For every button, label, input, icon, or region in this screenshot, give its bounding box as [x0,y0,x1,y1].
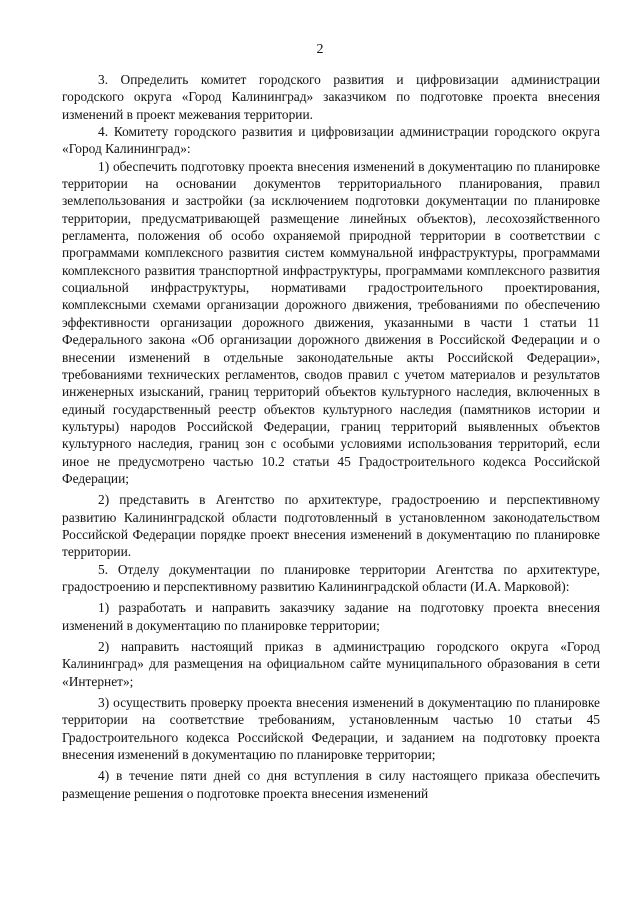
subparagraph-4-2: 2) представить в Агентство по архитектуре, градостроению и перспективному развитию Калининградской области подготовленный в установленном законодательством Российской Федерации порядке проект внесения изменений в документацию по планировке территории. [62,492,600,560]
paragraph-item-5: 5. Отделу документации по планировке территории Агентства по архитектуре, градостроению и перспективному развитию Калининградской области (И.А. Марковой): [62,561,600,594]
subparagraph-4-1: 1) обеспечить подготовку проекта внесения изменений в документацию по планировке территории на основании документов территориального планирования, правил землепользования и застройки (за исключением подготовки документации по планировке территории, предусматривающей размещение линейных объектов), лесохозяйственного регламента, положения об особо охраняемой природной территории в соответствии с программами комплексного развития систем коммунальной инфраструктуры, программами комплексного развития транспортной инфраструктуры, программами комплексного развития социальной инфраструктуры, нормативами градостроительного проектирования, комплексными схемами организации дорожного движения, требованиями по обеспечению эффективности организации дорожного движения, указанными в части 1 статьи 11 Федерального закона «Об организации дорожного движения в Российской Федерации и о внесении изменений в отдельные законодательные акты Российской Федерации», требованиями технических регламентов, сводов правил с учетом материалов и результатов инженерных изысканий, границ территорий объектов культурного наследия, включенных в единый государственный реестр объектов культурного наследия (памятников истории и культуры) народов Российской Федерации, границ территорий выявленных объектов культурного наследия, границ зон с особыми условиями использования территорий, если иное не предусмотрено частью 10.2 статьи 45 Градостроительного кодекса Российской Федерации; [62,158,600,486]
subparagraph-5-3: 3) осуществить проверку проекта внесения изменений в документацию по планировке территории на соответствие требованиям, установленным частью 10 статьи 45 Градостроительного кодекса Российской Федерации, и заданием на подготовку проекта внесения изменений в документацию по планировке территории; [62,695,600,763]
page-number: 2 [316,42,324,57]
document-body [62,71,600,802]
paragraph-item-3: 3. Определить комитет городского развития и цифровизации администрации городского округа «Город Калининград» заказчиком по подготовке проекта внесения изменений в проект межевания территории. [62,72,600,122]
paragraph-item-4: 4. Комитету городского развития и цифровизации администрации городского округа «Город Калининград»: [62,124,600,157]
subparagraph-5-2: 2) направить настоящий приказ в администрацию городского округа «Город Калининград» для размещения на официальном сайте муниципального образования в сети «Интернет»; [62,639,600,689]
subparagraph-5-4: 4) в течение пяти дней со дня вступления в силу настоящего приказа обеспечить размещение решения о подготовке проекта внесения изменений [62,768,600,801]
subparagraph-5-1: 1) разработать и направить заказчику задание на подготовку проекта внесения изменений в документацию по планировке территории; [62,600,600,633]
